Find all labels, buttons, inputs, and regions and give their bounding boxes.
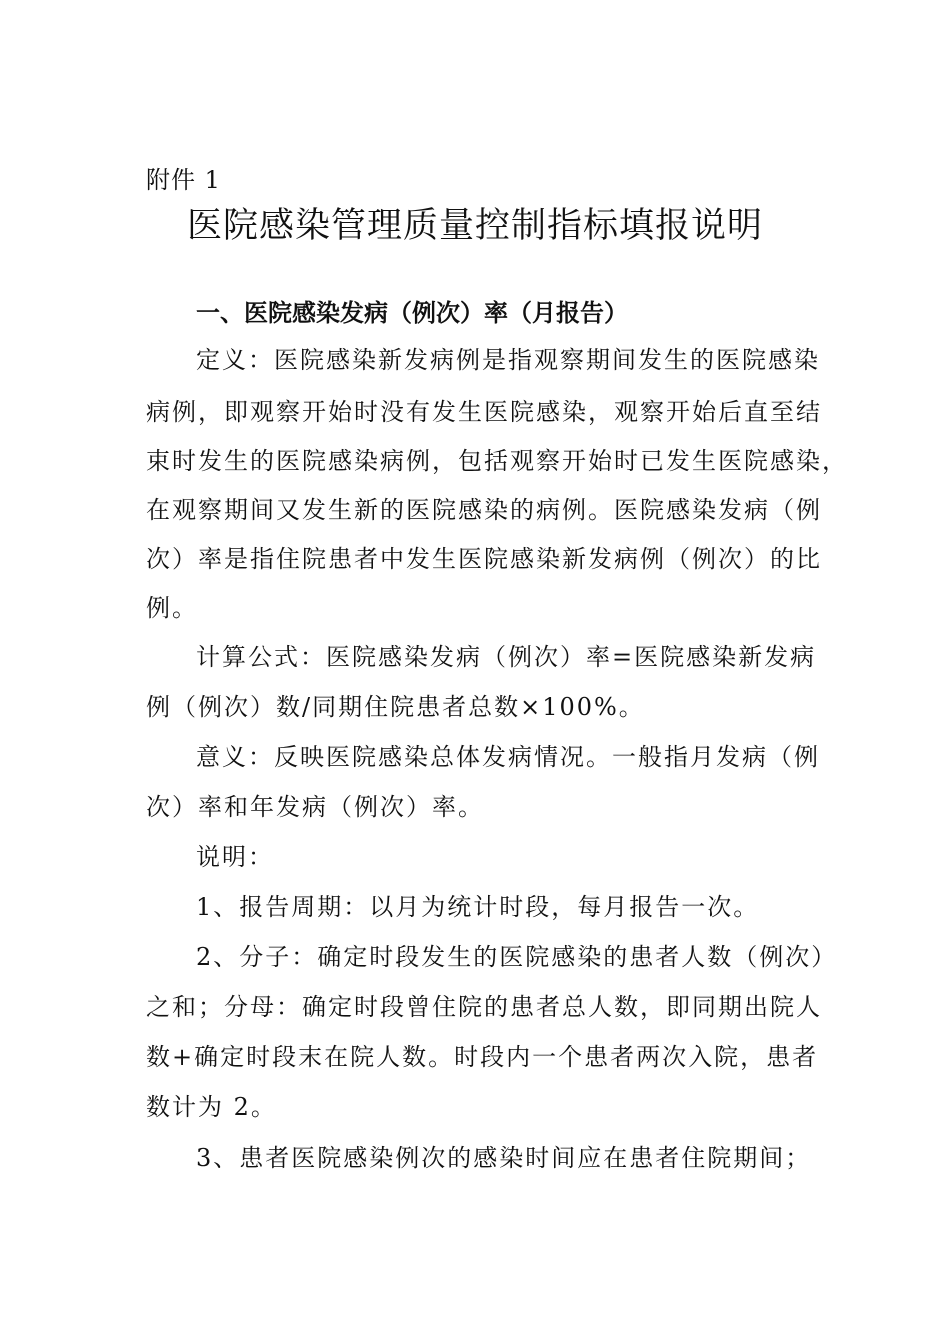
section-heading: 一、医院感染发病（例次）率（月报告） xyxy=(196,299,628,327)
attachment-label: 附件 1 xyxy=(146,166,221,194)
definition-line-1: 定义：医院感染新发病例是指观察期间发生的医院感染 xyxy=(196,346,820,374)
document-title: 医院感染管理质量控制指标填报说明 xyxy=(186,206,763,246)
significance-line-1: 意义：反映医院感染总体发病情况。一般指月发病（例 xyxy=(196,743,820,771)
note-2-line-4: 数计为 2。 xyxy=(146,1093,277,1121)
formula-line-2: 例（例次）数/同期住院患者总数×100%。 xyxy=(146,693,645,721)
note-2-line-2: 之和；分母：确定时段曾住院的患者总人数，即同期出院人 xyxy=(146,993,822,1021)
note-3-line: 3、患者医院感染例次的感染时间应在患者住院期间； xyxy=(196,1144,812,1172)
note-1-line: 1、报告周期：以月为统计时段，每月报告一次。 xyxy=(196,893,760,921)
note-2-line-1: 2、分子：确定时段发生的医院感染的患者人数（例次） xyxy=(196,943,838,971)
definition-line-6: 例。 xyxy=(146,594,198,622)
definition-line-4: 在观察期间又发生新的医院感染的病例。医院感染发病（例 xyxy=(146,496,822,524)
definition-line-5: 次）率是指住院患者中发生医院感染新发病例（例次）的比 xyxy=(146,545,822,573)
notes-heading: 说明： xyxy=(196,843,274,871)
definition-line-2: 病例，即观察开始时没有发生医院感染，观察开始后直至结 xyxy=(146,398,822,426)
definition-line-3: 束时发生的医院感染病例，包括观察开始时已发生医院感染， xyxy=(146,447,848,475)
note-2-line-3: 数+确定时段末在院人数。时段内一个患者两次入院，患者 xyxy=(146,1043,819,1071)
significance-line-2: 次）率和年发病（例次）率。 xyxy=(146,793,484,821)
formula-line-1: 计算公式：医院感染发病（例次）率=医院感染新发病 xyxy=(196,643,817,671)
